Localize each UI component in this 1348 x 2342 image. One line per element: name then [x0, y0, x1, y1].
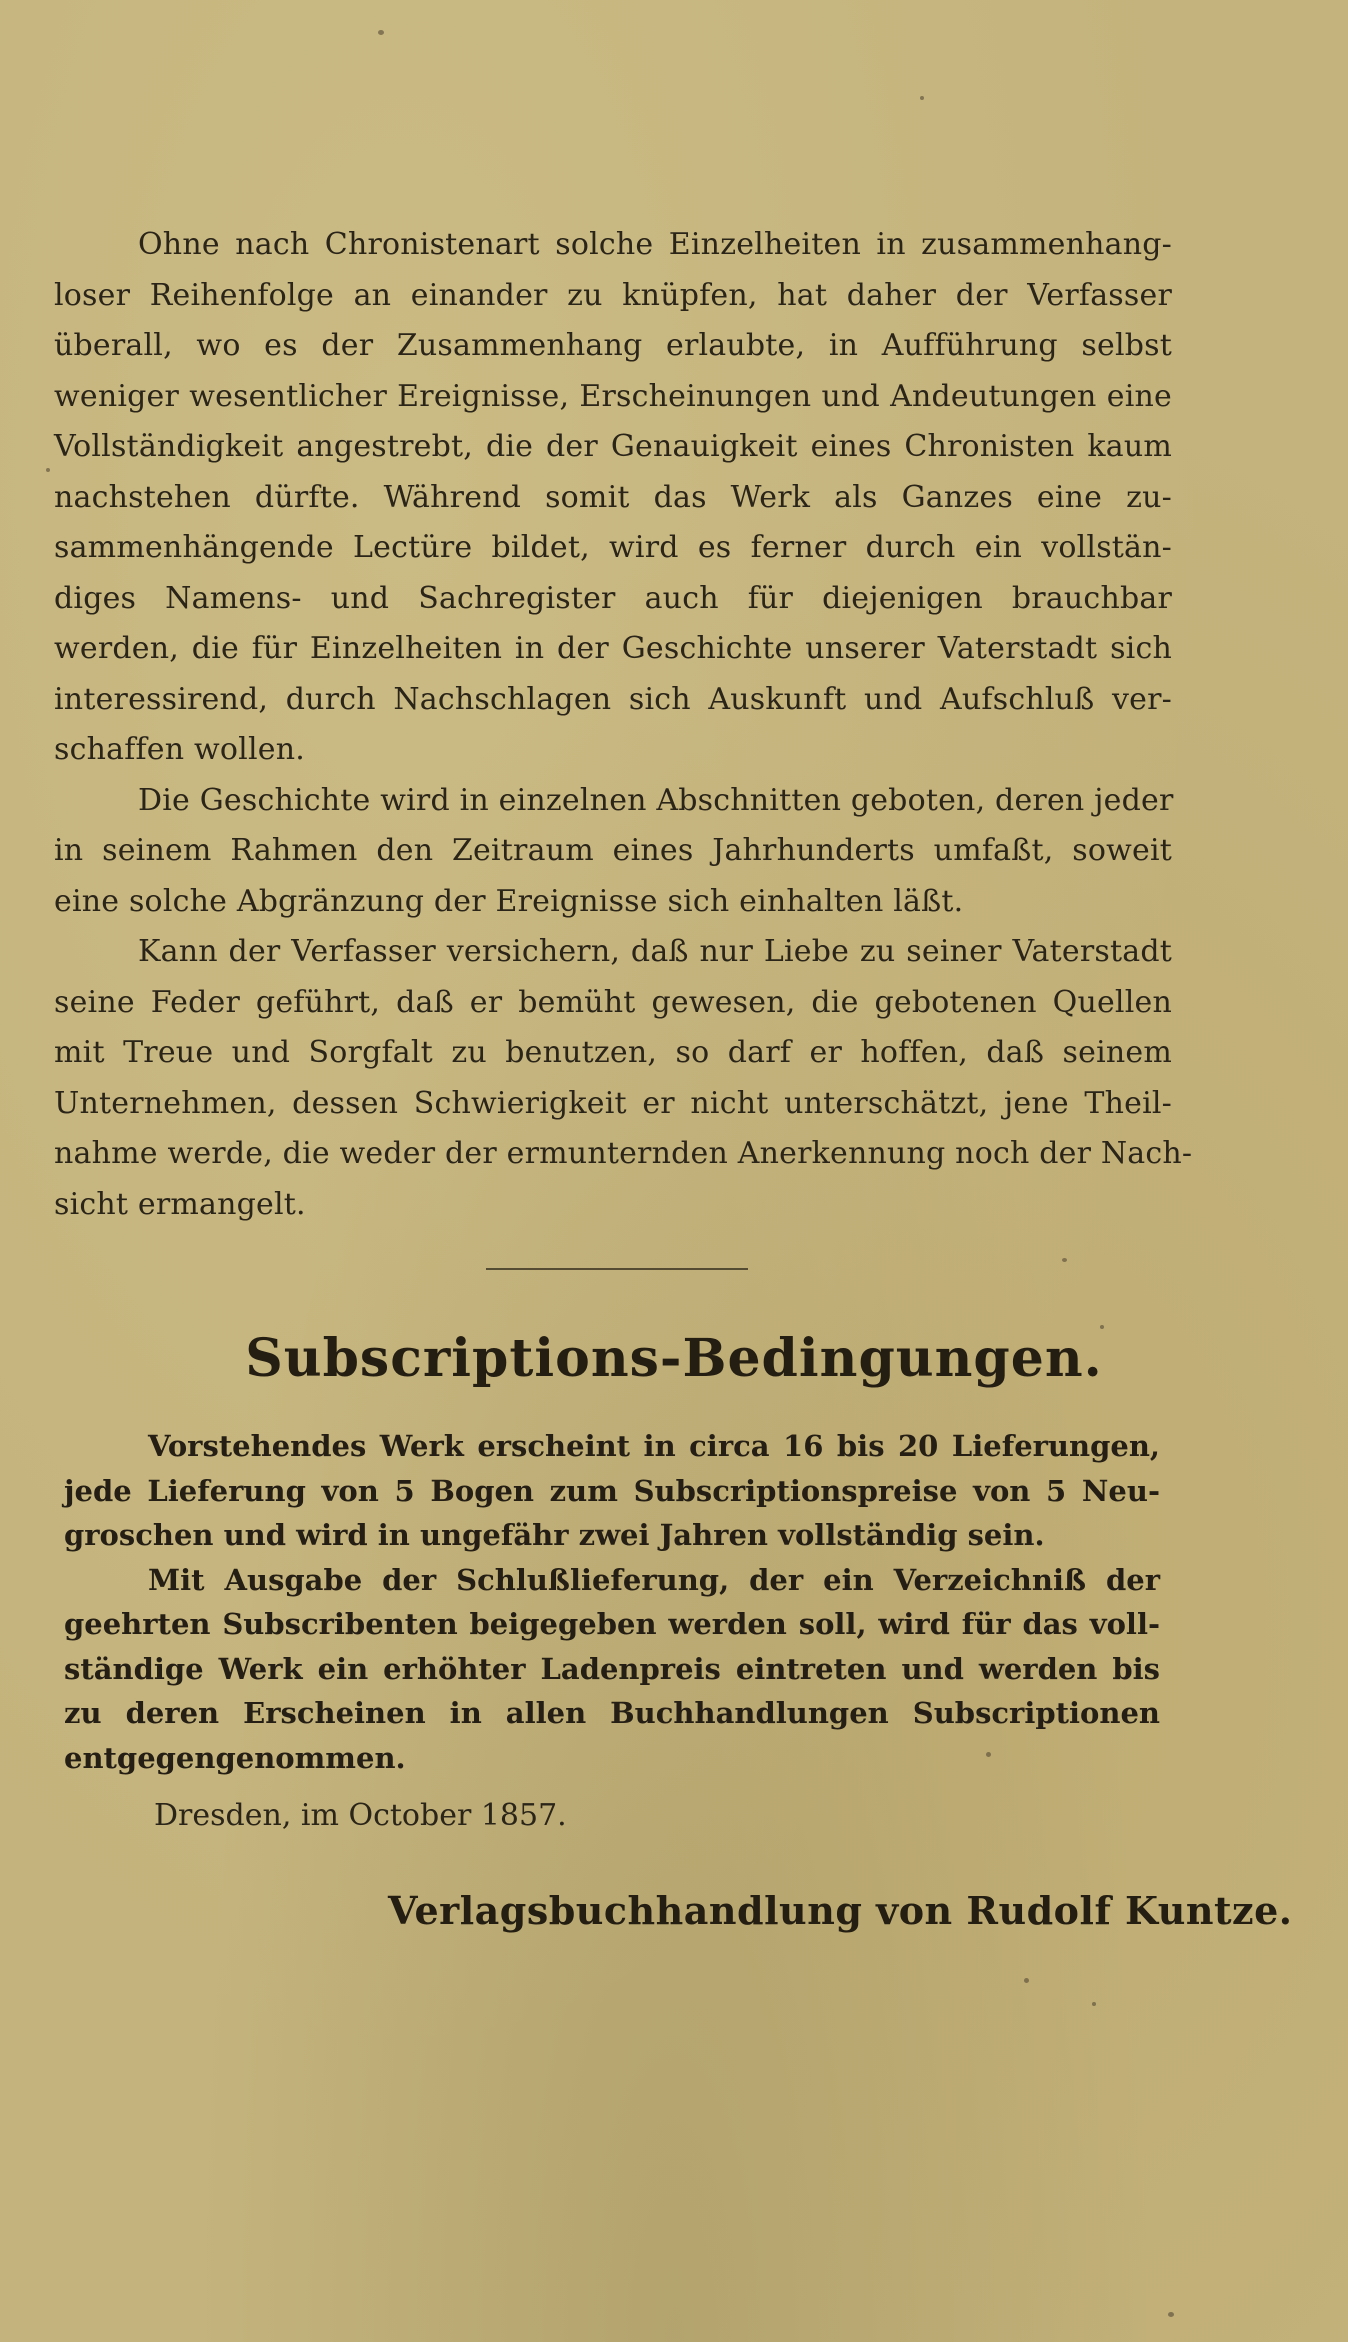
- preface-line: Vollständigkeit angestrebt, die der Genauigkeit eines Chronisten kaum: [54, 429, 1172, 464]
- preface-line: mit Treue und Sorgfalt zu benutzen, so darf er hoffen, daß seinem: [54, 1035, 1172, 1070]
- preface-line: Unternehmen, dessen Schwierigkeit er nicht unterschätzt, jene Theil-: [54, 1085, 1172, 1121]
- subscription-conditions: [64, 1424, 1160, 1780]
- conditions-line: Mit Ausgabe der Schlußlieferung, der ein Verzeichniß der: [148, 1562, 1160, 1597]
- section-divider: [486, 1268, 748, 1270]
- preface-line: eine solche Abgränzung der Ereignisse sich einhalten läßt.: [54, 883, 964, 919]
- preface-line: in seinem Rahmen den Zeitraum eines Jahrhunderts umfaßt, soweit: [54, 833, 1172, 868]
- preface-line: schaffen wollen.: [54, 732, 305, 767]
- preface-line: sicht ermangelt.: [54, 1186, 306, 1222]
- preface-line: weniger wesentlicher Ereignisse, Erscheinungen und Andeutungen eine: [54, 378, 1172, 414]
- conditions-line: Vorstehendes Werk erscheint in circa 16 bis 20 Lieferungen,: [148, 1429, 1160, 1463]
- preface-line: loser Reihenfolge an einander zu knüpfen, hat daher der Verfasser: [54, 277, 1172, 313]
- conditions-heading: Subscriptions-Bedingungen.: [245, 1328, 1103, 1389]
- paper-speck: [1168, 2312, 1174, 2317]
- paper-speck: [46, 468, 50, 472]
- paper-speck: [920, 96, 924, 100]
- conditions-line: jede Lieferung von 5 Bogen zum Subscriptionspreise von 5 Neu-: [64, 1473, 1160, 1508]
- preface-line: nachstehen dürfte. Während somit das Werk als Ganzes eine zu-: [54, 479, 1172, 515]
- conditions-line: geehrten Subscribenten beigegeben werden soll, wird für das voll-: [64, 1607, 1160, 1641]
- publisher-signature: Verlagsbuchhandlung von Rudolf Kuntze.: [388, 1888, 1293, 1933]
- conditions-line: entgegengenommen.: [64, 1740, 406, 1775]
- conditions-line: ständige Werk ein erhöhter Ladenpreis eintreten und werden bis: [64, 1651, 1160, 1686]
- preface-line: überall, wo es der Zusammenhang erlaubte, in Aufführung selbst: [54, 328, 1172, 363]
- preface-line: Kann der Verfasser versichern, daß nur Liebe zu seiner Vaterstadt: [138, 934, 1172, 969]
- preface-line: nahme werde, die weder der ermunternden Anerkennung noch der Nach-: [54, 1136, 1193, 1171]
- preface-line: interessirend, durch Nachschlagen sich Auskunft und Aufschluß ver-: [54, 681, 1172, 717]
- paper-speck: [378, 30, 384, 35]
- paper-speck: [1024, 1978, 1029, 1983]
- preface-line: werden, die für Einzelheiten in der Geschichte unserer Vaterstadt sich: [54, 631, 1172, 666]
- preface-line: seine Feder geführt, daß er bemüht gewesen, die gebotenen Quellen: [54, 984, 1172, 1020]
- conditions-line: zu deren Erscheinen in allen Buchhandlungen Subscriptionen: [64, 1696, 1160, 1730]
- preface-line: Ohne nach Chronistenart solche Einzelheiten in zusammenhang-: [138, 227, 1172, 262]
- paper-speck: [1092, 2002, 1096, 2006]
- conditions-line: groschen und wird in ungefähr zwei Jahren vollständig sein.: [64, 1518, 1045, 1552]
- preface-line: diges Namens- und Sachregister auch für diejenigen brauchbar: [54, 580, 1172, 616]
- preface-line: sammenhängende Lectüre bildet, wird es ferner durch ein vollstän-: [54, 530, 1172, 565]
- preface-text: [54, 220, 1193, 1230]
- preface-line: Die Geschichte wird in einzelnen Abschnitten geboten, deren jeder: [138, 782, 1174, 818]
- dateline: Dresden, im October 1857.: [154, 1798, 567, 1833]
- paper-speck: [1062, 1258, 1067, 1262]
